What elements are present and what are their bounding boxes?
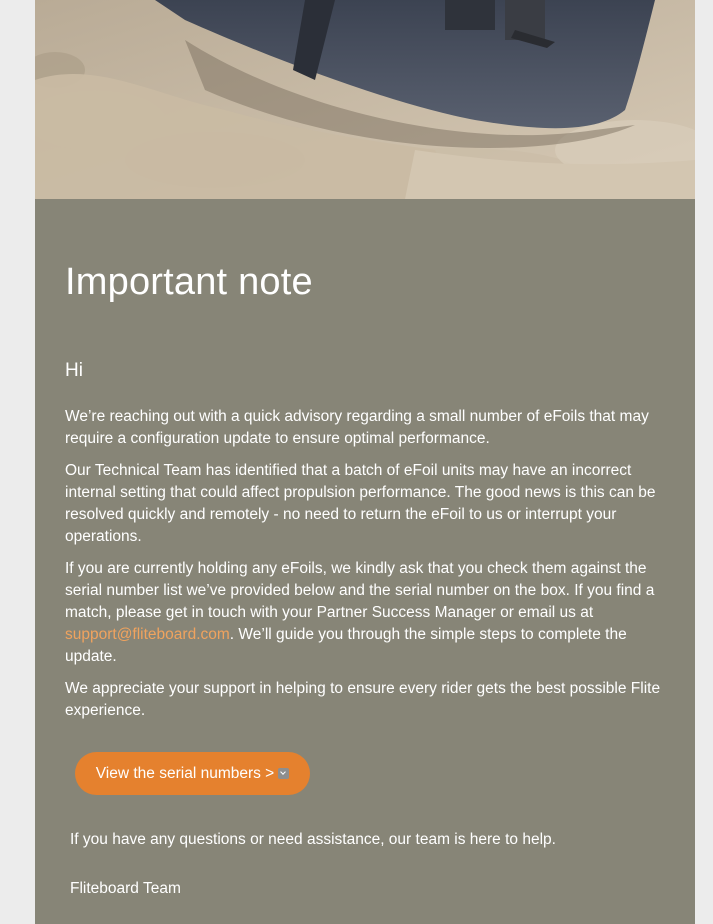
paragraph-appreciation: We appreciate your support in helping to ensure every rider gets the best possible Flite experience. bbox=[65, 680, 661, 719]
hero-image bbox=[35, 0, 695, 199]
signature: Fliteboard Team bbox=[70, 880, 181, 897]
chevron-down-icon bbox=[278, 768, 289, 779]
view-serial-numbers-button[interactable] bbox=[75, 752, 310, 795]
paragraph-advisory: We’re reaching out with a quick advisory regarding a small number of eFoils that may require a configuration update to ensure optimal performance. bbox=[65, 408, 649, 447]
email-body bbox=[35, 0, 695, 924]
hero-photo bbox=[35, 0, 695, 199]
support-email-link[interactable]: support@fliteboard.com bbox=[65, 626, 230, 643]
greeting: Hi bbox=[65, 360, 83, 381]
view-serial-numbers-label: View the serial numbers > bbox=[95, 764, 275, 782]
help-note: If you have any questions or need assistance, our team is here to help. bbox=[70, 831, 556, 848]
page-title: Important note bbox=[65, 261, 313, 303]
paragraph-instructions-text: If you are currently holding any eFoils, we kindly ask that you check them against the serial number list we’ve provided below and the serial number on the box. If you find a match, please get in touch with your Partner Success Manager or email us at bbox=[65, 560, 655, 621]
paragraph-instructions-text-end: . We’ll guide you through the simple steps to complete the update. bbox=[65, 626, 627, 665]
paragraph-technical: Our Technical Team has identified that a batch of eFoil units may have an incorrect internal setting that could affect propulsion performance. The good news is this can be resolved quickly and remotely - no need to return the eFoil to us or interrupt your operations. bbox=[65, 462, 656, 545]
paragraph-instructions bbox=[65, 558, 665, 668]
